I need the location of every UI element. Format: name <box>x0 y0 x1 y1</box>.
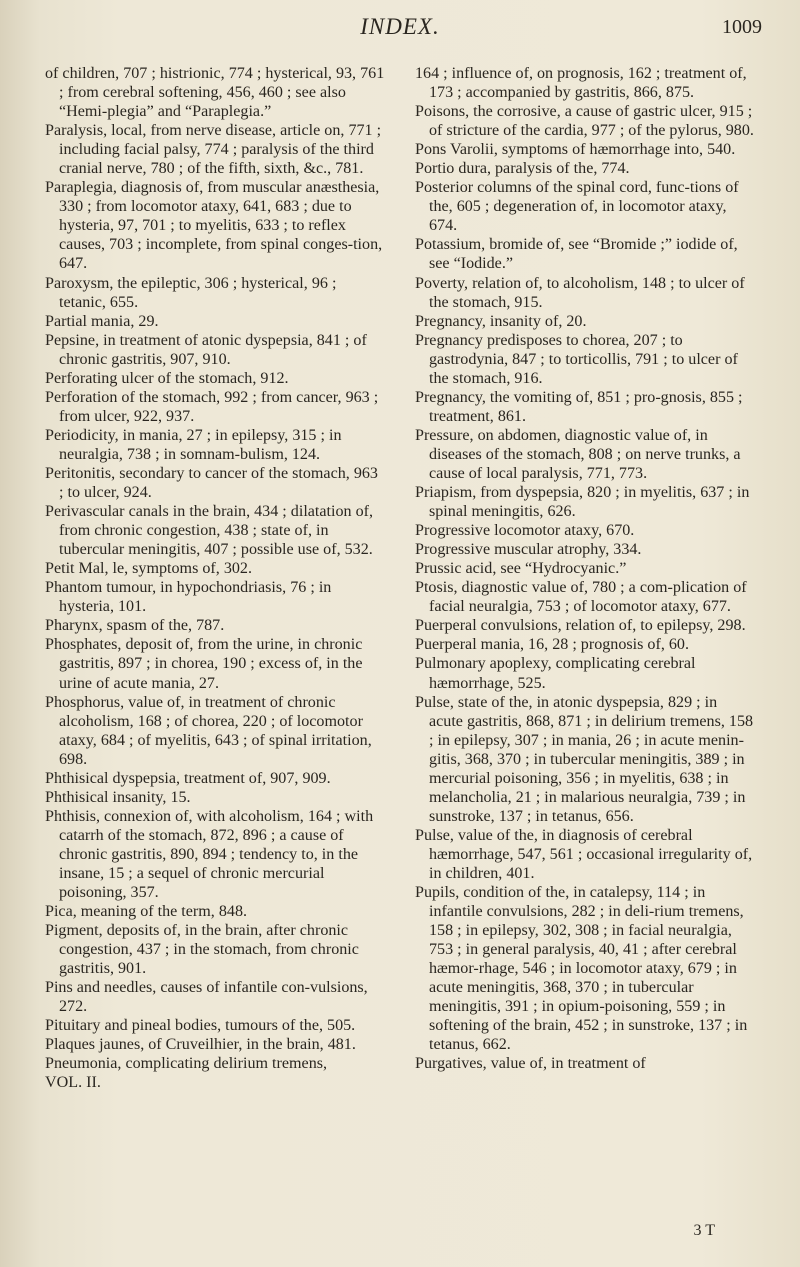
index-entry: Puerperal mania, 16, 28 ; prognosis of, 60. <box>415 636 689 654</box>
index-entry: Pins and needles, causes of infantile con-vulsions, 272. <box>45 979 368 1016</box>
printer-signature-mark: 3 T <box>693 1222 715 1239</box>
page-number: 1009 <box>722 16 762 38</box>
index-entry: Pulse, state of the, in atonic dyspepsia, 829 ; in acute gastritis, 868, 871 ; in delirium tremens, 158 ; in epilepsy, 307 ; in mania, 26 ; in acute menin-gitis, 368, 370 ; in tubercular meningitis, 389 ; in mercurial poisoning, 356 ; in myelitis, 638 ; in melancholia, 21 ; in malarious neuralgia, 739 ; in sunstroke, 137 ; in tetanus, 656. <box>415 693 754 825</box>
index-entry: Perforation of the stomach, 992 ; from cancer, 963 ; from ulcer, 922, 937. <box>45 388 379 425</box>
index-entry: Plaques jaunes, of Cruveilhier, in the brain, 481. <box>45 1036 356 1054</box>
index-entry: Perivascular canals in the brain, 434 ; dilatation of, from chronic congestion, 438 ; state of, in tubercular meningitis, 407 ; possible use of, 532. <box>45 503 374 559</box>
index-entry: Progressive muscular atrophy, 334. <box>415 541 642 559</box>
index-entry: Phosphorus, value of, in treatment of chronic alcoholism, 168 ; of chorea, 220 ; of locomotor ataxy, 684 ; of myelitis, 643 ; of spinal irritation, 698. <box>45 693 372 768</box>
index-entry: Progressive locomotor ataxy, 670. <box>415 522 635 540</box>
index-entry: Portio dura, paralysis of the, 774. <box>415 160 630 178</box>
index-entry: Pressure, on abdomen, diagnostic value of, in diseases of the stomach, 808 ; on nerve trunks, a cause of local paralysis, 771, 773. <box>415 426 741 482</box>
index-entry: Pepsine, in treatment of atonic dyspepsia, 841 ; of chronic gastritis, 907, 910. <box>45 331 367 368</box>
index-entry: Pupils, condition of the, in catalepsy, 114 ; in infantile convulsions, 282 ; in deli-rium tremens, 158 ; in epilepsy, 302, 308 ; in facial neuralgia, 753 ; in general paralysis, 40, 41 ; after cerebral hæmor-rhage, 546 ; in locomotor ataxy, 679 ; in acute meningitis, 368, 370 ; in tubercular meningitis, 391 ; in opium-poisoning, 559 ; in softening of the brain, 452 ; in sunstroke, 137 ; in tetanus, 662. <box>415 884 748 1054</box>
index-entry: Paralysis, local, from nerve disease, article on, 771 ; including facial palsy, 774 ; paralysis of the third cranial nerve, 780 ; of the fifth, sixth, &c., 781. <box>45 122 382 178</box>
index-entry: Priapism, from dyspepsia, 820 ; in myelitis, 637 ; in spinal meningitis, 626. <box>415 484 750 521</box>
index-entry: Phthisis, connexion of, with alcoholism, 164 ; with catarrh of the stomach, 872, 896 ; a cause of chronic gastritis, 890, 894 ; tendency to, in the insane, 15 ; a sequel of chronic mercurial poisoning, 357. <box>45 807 374 902</box>
index-entry: Ptosis, diagnostic value of, 780 ; a com-plication of facial neuralgia, 753 ; of locomotor ataxy, 677. <box>415 579 747 616</box>
index-entry: Phosphates, deposit of, from the urine, in chronic gastritis, 897 ; in chorea, 190 ; excess of, in the urine of acute mania, 27. <box>45 636 363 692</box>
index-entry: Peritonitis, secondary to cancer of the stomach, 963 ; to ulcer, 924. <box>45 464 378 502</box>
index-entry: Puerperal convulsions, relation of, to epilepsy, 298. <box>415 617 746 635</box>
index-entry: Pons Varolii, symptoms of hæmorrhage into, 540. <box>415 141 736 159</box>
index-entry: Posterior columns of the spinal cord, func-tions of the, 605 ; degeneration of, in locomotor ataxy, 674. <box>415 179 739 235</box>
index-entry: Partial mania, 29. <box>45 312 159 330</box>
index-column-right <box>415 64 755 1073</box>
index-entry: 164 ; influence of, on prognosis, 162 ; treatment of, 173 ; accompanied by gastritis, 866, 875. <box>415 65 747 102</box>
index-entry: Pica, meaning of the term, 848. <box>45 903 248 921</box>
index-entry: of children, 707 ; histrionic, 774 ; hysterical, 93, 761 ; from cerebral softening, 456, 460 ; see also “Hemi-plegia” and “Paraplegia.” <box>45 65 385 121</box>
index-entry: Pregnancy predisposes to chorea, 207 ; to gastrodynia, 847 ; to torticollis, 791 ; to ulcer of the stomach, 916. <box>415 331 738 387</box>
index-entry: Pigment, deposits of, in the brain, after chronic congestion, 437 ; in the stomach, from chronic gastritis, 901. <box>45 922 359 978</box>
index-entry: Pharynx, spasm of the, 787. <box>45 617 225 635</box>
index-entry: Pulmonary apoplexy, complicating cerebral hæmorrhage, 525. <box>415 655 696 692</box>
index-entry: Poverty, relation of, to alcoholism, 148 ; to ulcer of the stomach, 915. <box>415 274 745 311</box>
page-header <box>0 14 800 50</box>
index-entry: Perforating ulcer of the stomach, 912. <box>45 369 289 387</box>
index-entry: Paraplegia, diagnosis of, from muscular anæsthesia, 330 ; from locomotor ataxy, 641, 683 ; due to hysteria, 97, 701 ; to myelitis, 633 ; to reflex causes, 703 ; incomplete, from spinal conges-tion, 647. <box>45 179 383 273</box>
index-entry: Paroxysm, the epileptic, 306 ; hysterical, 96 ; tetanic, 655. <box>45 274 337 311</box>
index-entry: Phthisical insanity, 15. <box>45 788 191 806</box>
index-entry: Purgatives, value of, in treatment of <box>415 1055 646 1073</box>
index-column-left <box>45 64 385 1093</box>
index-entry: Petit Mal, le, symptoms of, 302. <box>45 560 252 578</box>
running-title: INDEX. <box>360 14 440 39</box>
index-entry: Pituitary and pineal bodies, tumours of the, 505. <box>45 1017 356 1035</box>
index-entry: Prussic acid, see “Hydrocyanic.” <box>415 560 627 578</box>
index-entry: Pulse, value of the, in diagnosis of cerebral hæmorrhage, 547, 561 ; occasional irregularity of, in children, 401. <box>415 826 753 882</box>
index-entry: Pregnancy, the vomiting of, 851 ; pro-gnosis, 855 ; treatment, 861. <box>415 388 743 425</box>
index-entry: Phthisical dyspepsia, treatment of, 907, 909. <box>45 769 331 787</box>
index-entry: Phantom tumour, in hypochondriasis, 76 ; in hysteria, 101. <box>45 579 332 616</box>
index-entry: Periodicity, in mania, 27 ; in epilepsy, 315 ; in neuralgia, 738 ; in somnam-bulism, 124. <box>45 426 342 463</box>
index-entry: Poisons, the corrosive, a cause of gastric ulcer, 915 ; of stricture of the cardia, 977 ; of the pylorus, 980. <box>415 103 754 140</box>
index-entry: Potassium, bromide of, see “Bromide ;” iodide of, see “Iodide.” <box>415 236 738 273</box>
index-entry: Pregnancy, insanity of, 20. <box>415 312 587 330</box>
index-entry: VOL. II. <box>45 1074 101 1092</box>
index-entry: Pneumonia, complicating delirium tremens, <box>45 1055 328 1073</box>
